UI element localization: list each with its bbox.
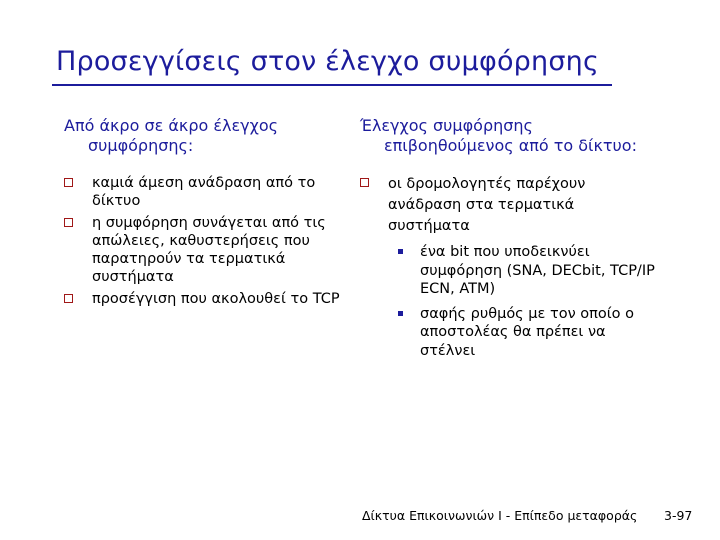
left-bullet-list [64, 174, 346, 308]
right-heading: Έλεγχος συμφόρησης επιβοηθούμενος από το δίκτυο: [360, 116, 637, 155]
sub-list-item [360, 243, 660, 299]
list-item-text: η συμφόρηση συνάγεται από τις απώλειες, καθυστερήσεις που παρατηρούν τα τερματικά συστήματα [92, 215, 326, 285]
list-item [64, 214, 346, 286]
sub-list-item-text: ένα bit που υποδεικνύει συμφόρηση (SNA, DECbit, TCP/IP ECN, ATM) [420, 244, 655, 297]
title-underline [52, 84, 612, 86]
left-heading: Από άκρο σε άκρο έλεγχος συμφόρησης: [64, 116, 278, 155]
list-item [360, 174, 660, 237]
right-column [360, 116, 660, 360]
right-bullet-list [360, 174, 660, 360]
list-item [64, 290, 346, 308]
checkbox-bullet-icon [360, 178, 369, 187]
list-item [64, 174, 346, 210]
square-bullet-icon [398, 249, 403, 254]
checkbox-bullet-icon [64, 178, 73, 187]
page-number: 3-97 [664, 508, 693, 523]
checkbox-bullet-icon [64, 218, 73, 227]
sub-list-item [360, 305, 660, 361]
left-column [64, 116, 346, 312]
list-item-text: προσέγγιση που ακολουθεί το TCP [92, 291, 340, 307]
list-item-text: οι δρομολογητές παρέχουν ανάδραση στα τερματικά συστήματα [388, 176, 586, 234]
list-item-text: καμιά άμεση ανάδραση από το δίκτυο [92, 175, 316, 209]
square-bullet-icon [398, 311, 403, 316]
checkbox-bullet-icon [64, 294, 73, 303]
footer-text: Δίκτυα Επικοινωνιών Ι - Επίπεδο μεταφοράς [362, 508, 638, 523]
slide-title: Προσεγγίσεις στον έλεγχο συμφόρησης [56, 46, 599, 77]
sub-list-item-text: σαφής ρυθμός με τον οποίο ο αποστολέας θα πρέπει να στέλνει [420, 305, 635, 359]
